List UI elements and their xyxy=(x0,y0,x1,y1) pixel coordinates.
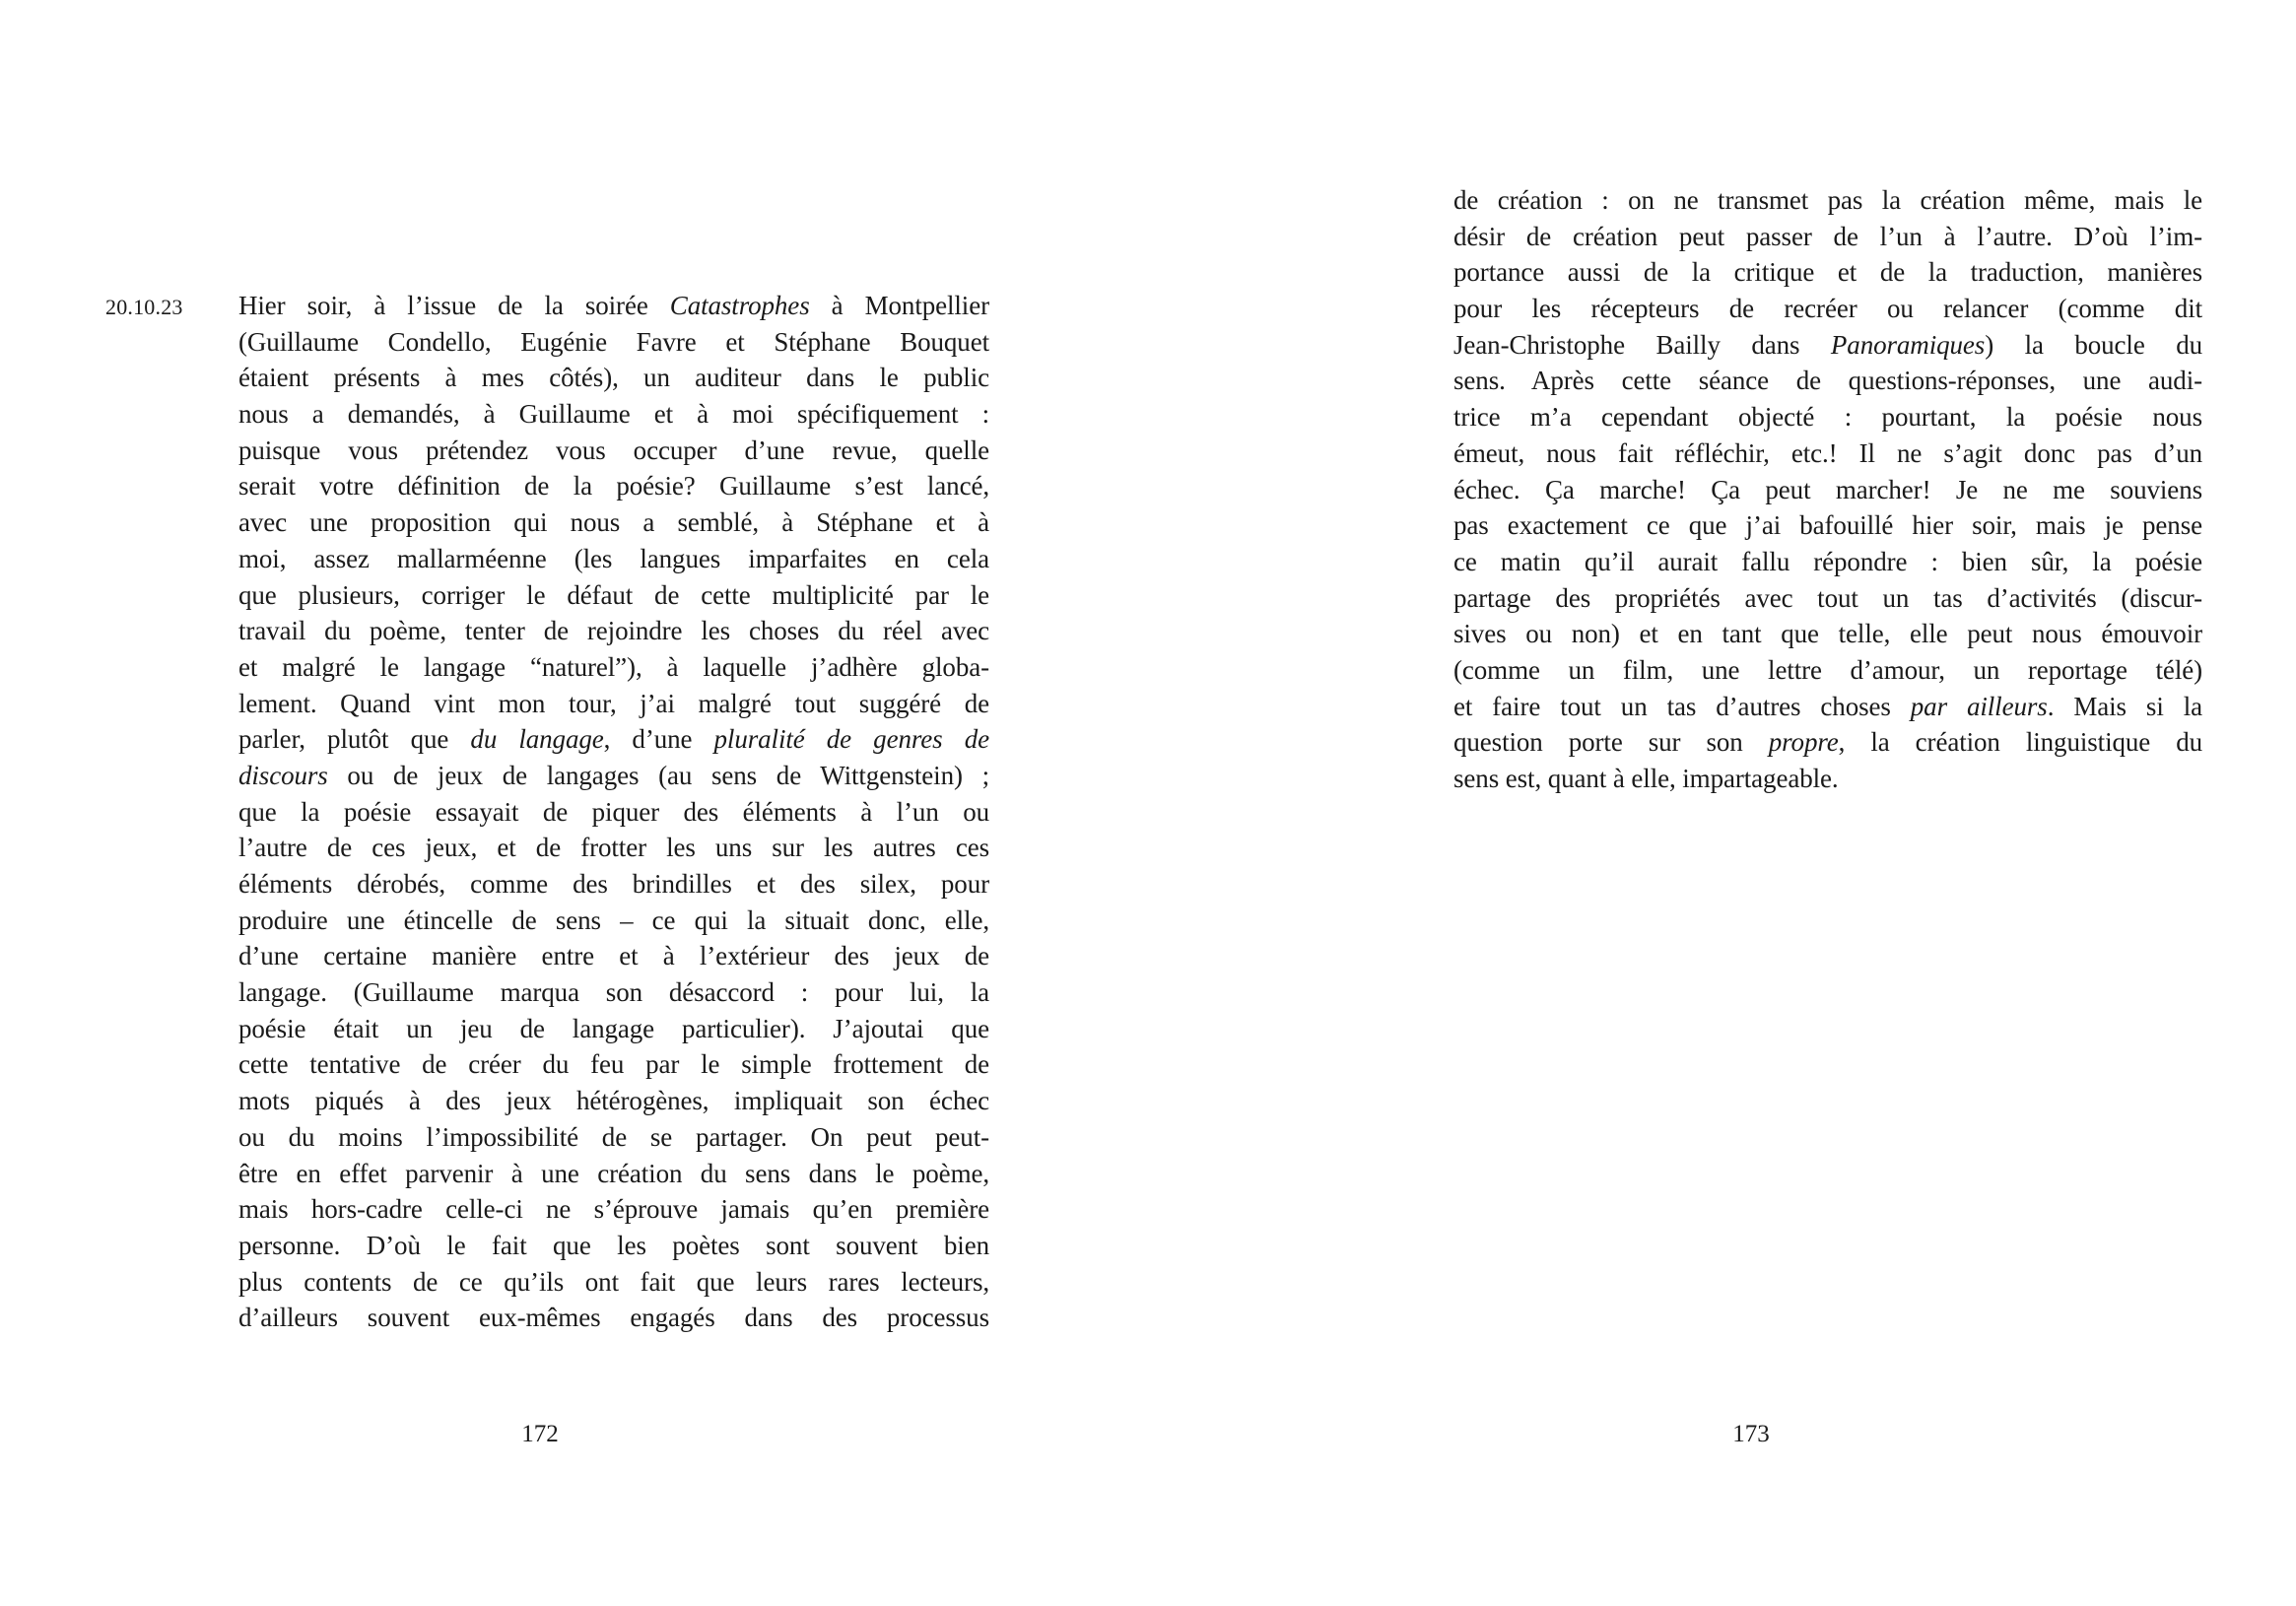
text-line: mais hors-cadre celle-ci ne s’éprouve jamais qu’en première xyxy=(238,1194,989,1225)
text-line: échec. Ça marche! Ça peut marcher! Je ne me souviens xyxy=(1453,474,2202,504)
text-line: d’ailleurs souvent eux-mêmes engagés dans des processus xyxy=(238,1303,989,1333)
text-line: être en effet parvenir à une création du sens dans le poème, xyxy=(238,1158,989,1188)
text-line: sens. Après cette séance de questions-réponses, une audi- xyxy=(1453,366,2202,396)
text-line: discours ou de jeux de langages (au sens de Wittgenstein) ; xyxy=(238,760,989,790)
text-line: nous a demandés, à Guillaume et à moi spécifiquement : xyxy=(238,399,989,430)
text-line: éléments dérobés, comme des brindilles et des silex, pour xyxy=(238,869,989,899)
text-line: Jean-Christophe Bailly dans Panoramiques) la boucle du xyxy=(1453,329,2202,360)
text-line: partage des propriétés avec tout un tas d’activités (discur- xyxy=(1453,582,2202,613)
text-line: question porte sur son propre, la création linguistique du xyxy=(1453,727,2202,758)
text-line: puisque vous prétendez vous occuper d’une revue, quelle xyxy=(238,435,989,465)
text-line: moi, assez mallarméenne (les langues imparfaites en cela xyxy=(238,543,989,573)
text-line: pour les récepteurs de recréer ou relancer (comme dit xyxy=(1453,294,2202,324)
text-line: portance aussi de la critique et de la traduction, manières xyxy=(1453,257,2202,288)
text-line: de création : on ne transmet pas la création même, mais le xyxy=(1453,185,2202,215)
left-page-text xyxy=(238,288,989,1336)
text-line: (Guillaume Condello, Eugénie Favre et Stéphane Bouquet xyxy=(238,326,989,357)
text-line: d’une certaine manière entre et à l’extérieur des jeux de xyxy=(238,941,989,971)
entry-date-label: 20.10.23 xyxy=(105,295,183,319)
text-line: trice m’a cependant objecté : pourtant, la poésie nous xyxy=(1453,402,2202,433)
text-line: pas exactement ce que j’ai bafouillé hier soir, mais je pense xyxy=(1453,510,2202,541)
text-line: produire une étincelle de sens – ce qui la situait donc, elle, xyxy=(238,904,989,935)
text-line: personne. D’où le fait que les poètes sont souvent bien xyxy=(238,1230,989,1260)
text-line: que plusieurs, corriger le défaut de cette multiplicité par le xyxy=(238,579,989,610)
text-line: (comme un film, une lettre d’amour, un reportage télé) xyxy=(1453,654,2202,685)
text-line: poésie était un jeu de langage particulier). J’ajoutai que xyxy=(238,1013,989,1043)
text-line: parler, plutôt que du langage, d’une pluralité de genres de xyxy=(238,724,989,755)
text-line: étaient présents à mes côtés), un auditeur dans le public xyxy=(238,363,989,393)
text-line: cette tentative de créer du feu par le simple frottement de xyxy=(238,1049,989,1080)
text-line: lement. Quand vint mon tour, j’ai malgré tout suggéré de xyxy=(238,688,989,718)
text-line: avec une proposition qui nous a semblé, à Stéphane et à xyxy=(238,507,989,538)
text-line: l’autre de ces jeux, et de frotter les uns sur les autres ces xyxy=(238,833,989,863)
page-number-left: 172 xyxy=(521,1421,559,1447)
text-line: sives ou non) et en tant que telle, elle peut nous émouvoir xyxy=(1453,619,2202,649)
text-line: que la poésie essayait de piquer des éléments à l’un ou xyxy=(238,796,989,827)
text-line: langage. (Guillaume marqua son désaccord : pour lui, la xyxy=(238,977,989,1008)
text-line: et faire tout un tas d’autres choses par ailleurs. Mais si la xyxy=(1453,691,2202,721)
right-page-text xyxy=(1453,182,2202,797)
text-line: ou du moins l’impossibilité de se partager. On peut peut- xyxy=(238,1121,989,1152)
text-line: serait votre définition de la poésie? Guillaume s’est lancé, xyxy=(238,471,989,502)
page-number-right: 173 xyxy=(1732,1421,1770,1447)
text-line: sens est, quant à elle, impartageable. xyxy=(1453,764,1839,793)
text-line: plus contents de ce qu’ils ont fait que leurs rares lecteurs, xyxy=(238,1266,989,1297)
text-line: émeut, nous fait réfléchir, etc.! Il ne s’agit donc pas d’un xyxy=(1453,437,2202,468)
text-line: travail du poème, tenter de rejoindre les choses du réel avec xyxy=(238,616,989,646)
text-line: ce matin qu’il aurait fallu répondre : bien sûr, la poésie xyxy=(1453,546,2202,576)
text-line: et malgré le langage “naturel”), à laquelle j’adhère globa- xyxy=(238,651,989,682)
text-line: Hier soir, à l’issue de la soirée Catastrophes à Montpellier xyxy=(238,291,989,320)
text-line: mots piqués à des jeux hétérogènes, impliquait son échec xyxy=(238,1086,989,1116)
text-line: désir de création peut passer de l’un à l’autre. D’où l’im- xyxy=(1453,221,2202,251)
